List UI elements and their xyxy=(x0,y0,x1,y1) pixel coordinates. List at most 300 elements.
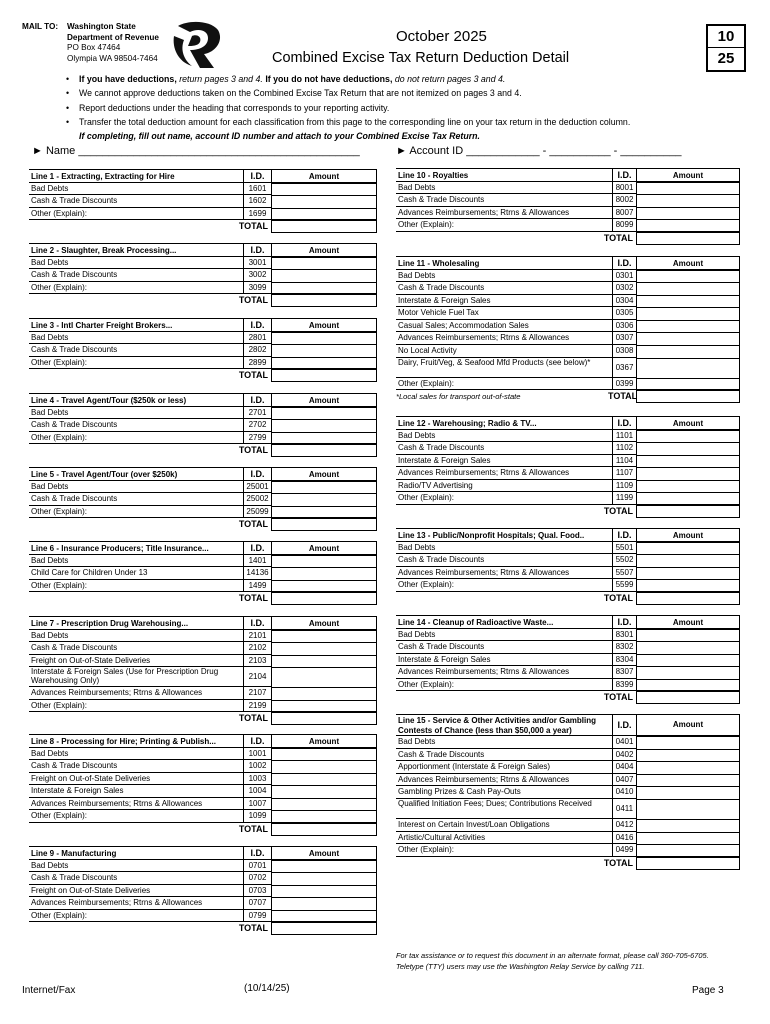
deduction-id: 8002 xyxy=(612,194,636,207)
total-row xyxy=(29,592,377,605)
amount-input[interactable] xyxy=(271,785,377,798)
deduction-label: Advances Reimbursements; Rtrns & Allowances xyxy=(396,467,612,480)
amount-input[interactable] xyxy=(636,492,740,505)
table-row xyxy=(29,208,377,221)
deduction-label: Apportionment (Interstate & Foreign Sales) xyxy=(396,761,612,774)
table-title: Line 12 - Warehousing; Radio & TV... xyxy=(396,416,612,430)
deduction-id: 25099 xyxy=(243,506,271,519)
amount-input[interactable] xyxy=(636,207,740,220)
amount-input[interactable] xyxy=(271,269,377,282)
table-row xyxy=(396,554,740,567)
total-amount-input[interactable] xyxy=(636,505,740,518)
footer-left: Internet/Fax xyxy=(22,985,76,996)
amount-input[interactable] xyxy=(636,786,740,799)
amount-input[interactable] xyxy=(271,580,377,593)
table-footnote: *Local sales for transport out-of-state xyxy=(396,392,521,402)
deduction-table-left-8 xyxy=(29,846,377,935)
deduction-label: Bad Debts xyxy=(29,630,243,643)
table-row xyxy=(29,269,377,282)
table-row xyxy=(396,749,740,762)
deduction-label: Cash & Trade Discounts xyxy=(396,282,612,295)
total-label: TOTAL xyxy=(238,593,268,604)
amount-input[interactable] xyxy=(636,480,740,493)
total-row xyxy=(29,220,377,233)
deduction-label: Other (Explain): xyxy=(29,282,243,295)
deduction-table-right-4 xyxy=(396,615,740,704)
total-amount-input[interactable] xyxy=(636,232,740,245)
amount-input[interactable] xyxy=(636,761,740,774)
amount-input[interactable] xyxy=(636,736,740,749)
amount-input[interactable] xyxy=(271,419,377,432)
deduction-id: 0412 xyxy=(612,819,636,832)
amount-column-header: Amount xyxy=(636,416,740,430)
deduction-id: 8302 xyxy=(612,641,636,654)
total-row xyxy=(29,369,377,382)
total-row xyxy=(29,823,377,836)
amount-input[interactable] xyxy=(271,567,377,580)
amount-input[interactable] xyxy=(271,748,377,761)
total-row xyxy=(29,518,377,531)
deduction-id: 1101 xyxy=(612,430,636,443)
total-label: TOTAL xyxy=(603,232,633,243)
table-row xyxy=(396,282,740,295)
total-amount-input[interactable] xyxy=(636,390,740,403)
id-column-header: I.D. xyxy=(243,243,271,257)
table-row xyxy=(29,493,377,506)
deduction-id: 8399 xyxy=(612,679,636,692)
amount-input[interactable] xyxy=(636,307,740,320)
amount-input[interactable] xyxy=(271,885,377,898)
deduction-id: 8307 xyxy=(612,666,636,679)
deduction-label: Cash & Trade Discounts xyxy=(29,195,243,208)
amount-input[interactable] xyxy=(636,430,740,443)
amount-column-header: Amount xyxy=(271,243,377,257)
table-row xyxy=(396,679,740,692)
amount-input[interactable] xyxy=(271,481,377,494)
table-title: Line 6 - Insurance Producers; Title Insurance... xyxy=(29,541,243,555)
deduction-id: 0407 xyxy=(612,774,636,787)
amount-input[interactable] xyxy=(636,666,740,679)
amount-input[interactable] xyxy=(271,630,377,643)
amount-input[interactable] xyxy=(271,667,377,687)
table-row xyxy=(29,282,377,295)
account-id-field[interactable]: ► Account ID ____________ - __________ - __________ xyxy=(396,145,682,157)
table-row xyxy=(29,432,377,445)
table-row xyxy=(396,455,740,468)
id-column-header: I.D. xyxy=(612,168,636,182)
deduction-label: Radio/TV Advertising xyxy=(396,480,612,493)
table-row xyxy=(396,819,740,832)
deduction-id: 2104 xyxy=(243,667,271,687)
table-row xyxy=(29,810,377,823)
deduction-label: Cash & Trade Discounts xyxy=(29,493,243,506)
deduction-id: 0308 xyxy=(612,345,636,358)
id-column-header: I.D. xyxy=(612,256,636,270)
deduction-id: 0402 xyxy=(612,749,636,762)
amount-input[interactable] xyxy=(271,798,377,811)
id-column-header: I.D. xyxy=(243,393,271,407)
deduction-label: Bad Debts xyxy=(396,430,612,443)
amount-input[interactable] xyxy=(271,257,377,270)
total-row xyxy=(29,922,377,935)
amount-input[interactable] xyxy=(271,183,377,196)
table-title: Line 14 - Cleanup of Radioactive Waste... xyxy=(396,615,612,629)
deduction-label: Bad Debts xyxy=(29,332,243,345)
deduction-id: 0307 xyxy=(612,332,636,345)
deduction-id: 1099 xyxy=(243,810,271,823)
deduction-label: Interest on Certain Invest/Loan Obligations xyxy=(396,819,612,832)
deduction-label: Qualified Initiation Fees; Dues; Contributions Received xyxy=(396,799,612,819)
amount-input[interactable] xyxy=(636,774,740,787)
amount-input[interactable] xyxy=(271,700,377,713)
table-title: Line 5 - Travel Agent/Tour (over $250k) xyxy=(29,467,243,481)
deduction-id: 0401 xyxy=(612,736,636,749)
deduction-id: 0499 xyxy=(612,844,636,857)
table-row xyxy=(396,194,740,207)
amount-input[interactable] xyxy=(636,799,740,819)
id-column-header: I.D. xyxy=(243,467,271,481)
amount-input[interactable] xyxy=(271,195,377,208)
deduction-label: Other (Explain): xyxy=(29,357,243,370)
amount-input[interactable] xyxy=(636,654,740,667)
deduction-label: Advances Reimbursements; Rtrns & Allowances xyxy=(29,897,243,910)
amount-input[interactable] xyxy=(271,897,377,910)
deduction-id: 1002 xyxy=(243,760,271,773)
deduction-label: Freight on Out-of-State Deliveries xyxy=(29,655,243,668)
address-line: Washington State xyxy=(67,22,136,31)
amount-column-header: Amount xyxy=(636,256,740,270)
amount-input[interactable] xyxy=(271,282,377,295)
amount-column-header: Amount xyxy=(271,169,377,183)
total-amount-input[interactable] xyxy=(271,220,377,233)
table-title: Line 15 - Service & Other Activities and/or Gambling Contests of Chance (less than $50,000 a year) xyxy=(396,714,612,736)
deduction-label: Cash & Trade Discounts xyxy=(29,269,243,282)
total-amount-input[interactable] xyxy=(271,823,377,836)
deduction-label: Cash & Trade Discounts xyxy=(396,641,612,654)
deduction-label: Other (Explain): xyxy=(29,432,243,445)
deduction-id: 1699 xyxy=(243,208,271,221)
amount-input[interactable] xyxy=(636,819,740,832)
amount-input[interactable] xyxy=(636,679,740,692)
table-row xyxy=(396,182,740,195)
amount-column-header: Amount xyxy=(636,714,740,736)
total-label: TOTAL xyxy=(238,445,268,456)
deduction-label: Cash & Trade Discounts xyxy=(29,642,243,655)
table-row xyxy=(396,219,740,232)
total-amount-input[interactable] xyxy=(271,712,377,725)
deduction-id: 0411 xyxy=(612,799,636,819)
total-amount-input[interactable] xyxy=(271,369,377,382)
deduction-label: Cash & Trade Discounts xyxy=(396,194,612,207)
amount-input[interactable] xyxy=(636,567,740,580)
amount-input[interactable] xyxy=(636,295,740,308)
id-column-header: I.D. xyxy=(243,734,271,748)
deduction-label: Gambling Prizes & Cash Pay-Outs xyxy=(396,786,612,799)
deduction-id: 1499 xyxy=(243,580,271,593)
amount-input[interactable] xyxy=(636,358,740,378)
table-row xyxy=(29,195,377,208)
deduction-label: Bad Debts xyxy=(396,270,612,283)
amount-column-header: Amount xyxy=(271,734,377,748)
deduction-label: Other (Explain): xyxy=(29,810,243,823)
instruction-attach-note: If completing, fill out name, account ID number and attach to your Combined Excise Tax Return. xyxy=(79,131,480,142)
deduction-id: 8001 xyxy=(612,182,636,195)
amount-input[interactable] xyxy=(271,208,377,221)
form-code-box xyxy=(706,24,746,72)
total-label: TOTAL xyxy=(238,824,268,835)
total-label: TOTAL xyxy=(238,221,268,232)
table-row xyxy=(29,332,377,345)
dor-logo-icon xyxy=(170,20,222,70)
address-line: Department of Revenue xyxy=(67,32,159,42)
total-row xyxy=(29,444,377,457)
total-row xyxy=(396,691,740,704)
deduction-id: 0702 xyxy=(243,872,271,885)
amount-input[interactable] xyxy=(636,219,740,232)
footer-date: (10/14/25) xyxy=(244,983,290,994)
total-row xyxy=(29,294,377,307)
table-title: Line 2 - Slaughter, Break Processing... xyxy=(29,243,243,257)
deduction-id: 8099 xyxy=(612,219,636,232)
deduction-label: Other (Explain): xyxy=(396,844,612,857)
deduction-table-left-1 xyxy=(29,243,377,307)
table-row xyxy=(396,666,740,679)
id-column-header: I.D. xyxy=(243,541,271,555)
deduction-id: 0416 xyxy=(612,832,636,845)
instruction-item: • We cannot approve deductions taken on the Combined Excise Tax Return that are not itemized on pages 3 and 4. xyxy=(66,86,746,100)
amount-input[interactable] xyxy=(271,332,377,345)
amount-input[interactable] xyxy=(271,506,377,519)
deduction-label: Bad Debts xyxy=(396,542,612,555)
table-row xyxy=(396,442,740,455)
total-row xyxy=(396,390,740,403)
amount-column-header: Amount xyxy=(636,528,740,542)
amount-input[interactable] xyxy=(636,320,740,333)
total-label: TOTAL xyxy=(238,713,268,724)
table-row xyxy=(29,798,377,811)
table-title: Line 13 - Public/Nonprofit Hospitals; Qual. Food.. xyxy=(396,528,612,542)
amount-input[interactable] xyxy=(636,194,740,207)
table-title: Line 7 - Prescription Drug Warehousing... xyxy=(29,616,243,630)
deduction-label: Other (Explain): xyxy=(29,910,243,923)
table-row xyxy=(396,736,740,749)
total-amount-input[interactable] xyxy=(271,518,377,531)
amount-column-header: Amount xyxy=(636,615,740,629)
total-amount-input[interactable] xyxy=(636,857,740,870)
amount-input[interactable] xyxy=(636,629,740,642)
amount-input[interactable] xyxy=(271,555,377,568)
deduction-label: Interstate & Foreign Sales xyxy=(396,295,612,308)
mail-to-label: MAIL TO: xyxy=(22,22,59,31)
deduction-id: 3099 xyxy=(243,282,271,295)
deduction-label: Advances Reimbursements; Rtrns & Allowances xyxy=(396,774,612,787)
deduction-label: Motor Vehicle Fuel Tax xyxy=(396,307,612,320)
id-column-header: I.D. xyxy=(243,846,271,860)
table-row xyxy=(29,872,377,885)
form-code-top: 10 xyxy=(708,26,744,48)
total-row xyxy=(396,857,740,870)
table-row xyxy=(29,419,377,432)
amount-input[interactable] xyxy=(271,773,377,786)
instruction-item: • Report deductions under the heading that corresponds to your reporting activity. xyxy=(66,101,746,115)
deduction-table-left-4 xyxy=(29,467,377,531)
deduction-table-right-0 xyxy=(396,168,740,244)
id-column-header: I.D. xyxy=(612,714,636,736)
table-row xyxy=(29,407,377,420)
deduction-id: 2103 xyxy=(243,655,271,668)
id-column-header: I.D. xyxy=(243,616,271,630)
amount-input[interactable] xyxy=(636,749,740,762)
amount-input[interactable] xyxy=(636,332,740,345)
page-title: Combined Excise Tax Return Deduction Detail xyxy=(272,50,570,66)
table-row xyxy=(396,378,740,391)
amount-input[interactable] xyxy=(271,860,377,873)
deduction-label: Cash & Trade Discounts xyxy=(29,344,243,357)
amount-input[interactable] xyxy=(636,554,740,567)
deduction-label: Other (Explain): xyxy=(29,700,243,713)
deduction-label: Freight on Out-of-State Deliveries xyxy=(29,885,243,898)
deduction-id: 1003 xyxy=(243,773,271,786)
amount-input[interactable] xyxy=(636,270,740,283)
deduction-id: 0404 xyxy=(612,761,636,774)
amount-input[interactable] xyxy=(636,345,740,358)
deduction-id: 2102 xyxy=(243,642,271,655)
total-label: TOTAL xyxy=(238,370,268,381)
deduction-label: Cash & Trade Discounts xyxy=(396,749,612,762)
amount-input[interactable] xyxy=(271,810,377,823)
table-row xyxy=(29,687,377,700)
deduction-table-left-6 xyxy=(29,616,377,725)
instruction-item: • If you have deductions, return pages 3 and 4. If you do not have deductions, do not return pages 3 and 4. xyxy=(66,72,746,86)
deduction-label: Bad Debts xyxy=(29,407,243,420)
deduction-table-left-2 xyxy=(29,318,377,382)
deduction-label: Bad Debts xyxy=(29,183,243,196)
deduction-label: Cash & Trade Discounts xyxy=(29,419,243,432)
total-label: TOTAL xyxy=(603,506,633,517)
amount-input[interactable] xyxy=(636,579,740,592)
form-code-bottom: 25 xyxy=(717,50,735,67)
deduction-label: Cash & Trade Discounts xyxy=(396,442,612,455)
amount-input[interactable] xyxy=(271,432,377,445)
table-row xyxy=(396,307,740,320)
total-amount-input[interactable] xyxy=(636,592,740,605)
amount-input[interactable] xyxy=(271,655,377,668)
address-line: Olympia WA 98504-7464 xyxy=(67,53,158,63)
table-row xyxy=(396,332,740,345)
amount-input[interactable] xyxy=(271,872,377,885)
deduction-label: Other (Explain): xyxy=(396,378,612,391)
deduction-id: 2101 xyxy=(243,630,271,643)
deduction-label: Casual Sales; Accommodation Sales xyxy=(396,320,612,333)
table-row xyxy=(396,641,740,654)
total-label: TOTAL xyxy=(608,391,638,402)
deduction-id: 3002 xyxy=(243,269,271,282)
amount-input[interactable] xyxy=(636,832,740,845)
table-row xyxy=(29,642,377,655)
id-column-header: I.D. xyxy=(243,169,271,183)
deduction-label: Bad Debts xyxy=(29,481,243,494)
amount-input[interactable] xyxy=(271,910,377,923)
table-row xyxy=(29,183,377,196)
table-row xyxy=(396,467,740,480)
amount-input[interactable] xyxy=(636,542,740,555)
deduction-id: 1107 xyxy=(612,467,636,480)
table-row xyxy=(396,579,740,592)
amount-input[interactable] xyxy=(271,344,377,357)
table-title: Line 8 - Processing for Hire; Printing & Publish... xyxy=(29,734,243,748)
amount-input[interactable] xyxy=(636,641,740,654)
table-row xyxy=(29,630,377,643)
table-row xyxy=(396,799,740,819)
total-amount-input[interactable] xyxy=(271,592,377,605)
name-field[interactable]: ► Name ______________________________________________ xyxy=(32,145,360,157)
amount-input[interactable] xyxy=(271,687,377,700)
deduction-id: 2199 xyxy=(243,700,271,713)
deduction-id: 8007 xyxy=(612,207,636,220)
deduction-id: 2899 xyxy=(243,357,271,370)
total-amount-input[interactable] xyxy=(636,691,740,704)
amount-column-header: Amount xyxy=(271,616,377,630)
deduction-label: Advances Reimbursements; Rtrns & Allowances xyxy=(396,332,612,345)
deduction-id: 0707 xyxy=(243,897,271,910)
deduction-label: Cash & Trade Discounts xyxy=(396,554,612,567)
amount-input[interactable] xyxy=(271,357,377,370)
deduction-label: Advances Reimbursements; Rtrns & Allowances xyxy=(396,666,612,679)
deduction-label: Artistic/Cultural Activities xyxy=(396,832,612,845)
amount-input[interactable] xyxy=(636,378,740,391)
table-title: Line 9 - Manufacturing xyxy=(29,846,243,860)
id-column-header: I.D. xyxy=(612,528,636,542)
deduction-id: 5502 xyxy=(612,554,636,567)
total-label: TOTAL xyxy=(238,519,268,530)
amount-column-header: Amount xyxy=(271,541,377,555)
deduction-id: 5507 xyxy=(612,567,636,580)
mailing-address xyxy=(67,22,159,64)
deduction-table-left-5 xyxy=(29,541,377,605)
deduction-id: 5501 xyxy=(612,542,636,555)
amount-column-header: Amount xyxy=(271,318,377,332)
amount-input[interactable] xyxy=(271,493,377,506)
total-amount-input[interactable] xyxy=(271,294,377,307)
amount-input[interactable] xyxy=(636,442,740,455)
table-row xyxy=(396,480,740,493)
amount-input[interactable] xyxy=(271,407,377,420)
table-row xyxy=(29,257,377,270)
amount-input[interactable] xyxy=(636,844,740,857)
deduction-id: 2702 xyxy=(243,419,271,432)
total-label: TOTAL xyxy=(238,923,268,934)
deduction-id: 1004 xyxy=(243,785,271,798)
amount-input[interactable] xyxy=(636,455,740,468)
deduction-id: 0302 xyxy=(612,282,636,295)
table-row xyxy=(396,629,740,642)
total-amount-input[interactable] xyxy=(271,922,377,935)
amount-input[interactable] xyxy=(636,467,740,480)
deduction-label: Interstate & Foreign Sales xyxy=(396,654,612,667)
amount-input[interactable] xyxy=(271,760,377,773)
table-row xyxy=(396,832,740,845)
amount-input[interactable] xyxy=(271,642,377,655)
deduction-label: Other (Explain): xyxy=(396,679,612,692)
total-amount-input[interactable] xyxy=(271,444,377,457)
instructions-list xyxy=(66,72,746,143)
amount-input[interactable] xyxy=(636,282,740,295)
deduction-id: 0410 xyxy=(612,786,636,799)
table-row xyxy=(396,844,740,857)
amount-input[interactable] xyxy=(636,182,740,195)
deduction-label: Other (Explain): xyxy=(29,580,243,593)
assistance-note xyxy=(396,951,756,972)
